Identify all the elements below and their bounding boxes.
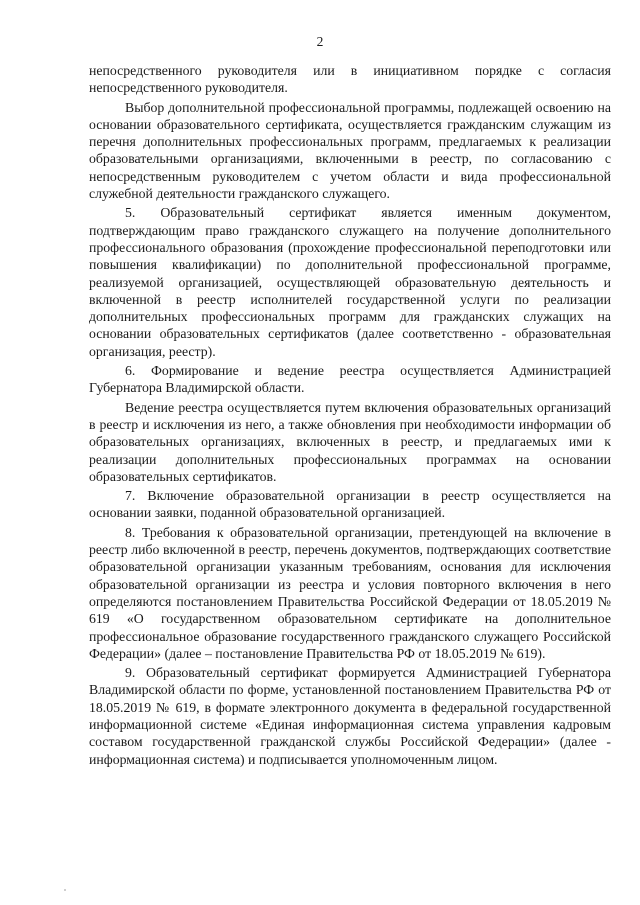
paragraph-registry-maintenance: Ведение реестра осуществляется путем включения образовательных организаций в реестр и исключения из него, а также обновления при необходимости информации об образовательных организациях, включенных в реестр, и предлагаемых ими к реализации дополнительных профессиональных программах на основании образовательных сертификатов.	[89, 399, 611, 484]
paragraph-item-7: 7. Включение образовательной организации в реестр осуществляется на основании заявки, поданной образовательной организацией.	[89, 488, 611, 521]
paragraph-program-selection: Выбор дополнительной профессиональной программы, подлежащей освоению на основании образовательного сертификата, осуществляется гражданским служащим из перечня дополнительных профессиональных программ, предлагаемых к реализации образовательными организациями, включенными в реестр, по согласованию с непосредственным руководителем с учетом области и вида профессиональной служебной деятельности гражданского служащего.	[89, 99, 611, 202]
page-number: 2	[316, 34, 324, 49]
paragraph-item-5: 5. Образовательный сертификат является именным документом, подтверждающим право гражданского служащего на получение дополнительного профессионального образования (прохождение профессиональной переподготовки или повышения квалификации) по дополнительной профессиональной программе, реализуемой организацией, осуществляющей образовательную деятельность и включенной в реестр исполнителей государственной услуги по реализации дополнительных профессиональных программ для гражданских служащих на основании образовательных сертификатов (далее соответственно - образовательная организация, реестр).	[89, 205, 611, 359]
paragraph-continuation: непосредственного руководителя или в инициативном порядке с согласия непосредственного руководителя.	[89, 63, 611, 96]
document-body	[89, 62, 611, 768]
scan-speck	[64, 889, 66, 891]
paragraph-item-9: 9. Образовательный сертификат формируется Администрацией Губернатора Владимирской области по форме, установленной постановлением Правительства РФ от 18.05.2019 № 619, в формате электронного документа в федеральной государственной информационной системе «Единая информационная система управления кадровым составом государственной гражданской службы Российской Федерации» (далее - информационная система) и подписывается уполномоченным лицом.	[89, 665, 611, 767]
paragraph-item-8: 8. Требования к образовательной организации, претендующей на включение в реестр либо включенной в реестр, перечень документов, подтверждающих соответствие образовательной организации указанным требованиям, основания для исключения образовательной организации из реестра и условия повторного включения в него определяются постановлением Правительства Российской Федерации от 18.05.2019 № 619 «О государственном образовательном сертификате на дополнительное профессиональное образование государственного гражданского служащего Российской Федерации» (далее – постановление Правительства РФ от 18.05.2019 № 619).	[89, 524, 611, 661]
paragraph-item-6: 6. Формирование и ведение реестра осуществляется Администрацией Губернатора Владимирской области.	[89, 363, 611, 396]
